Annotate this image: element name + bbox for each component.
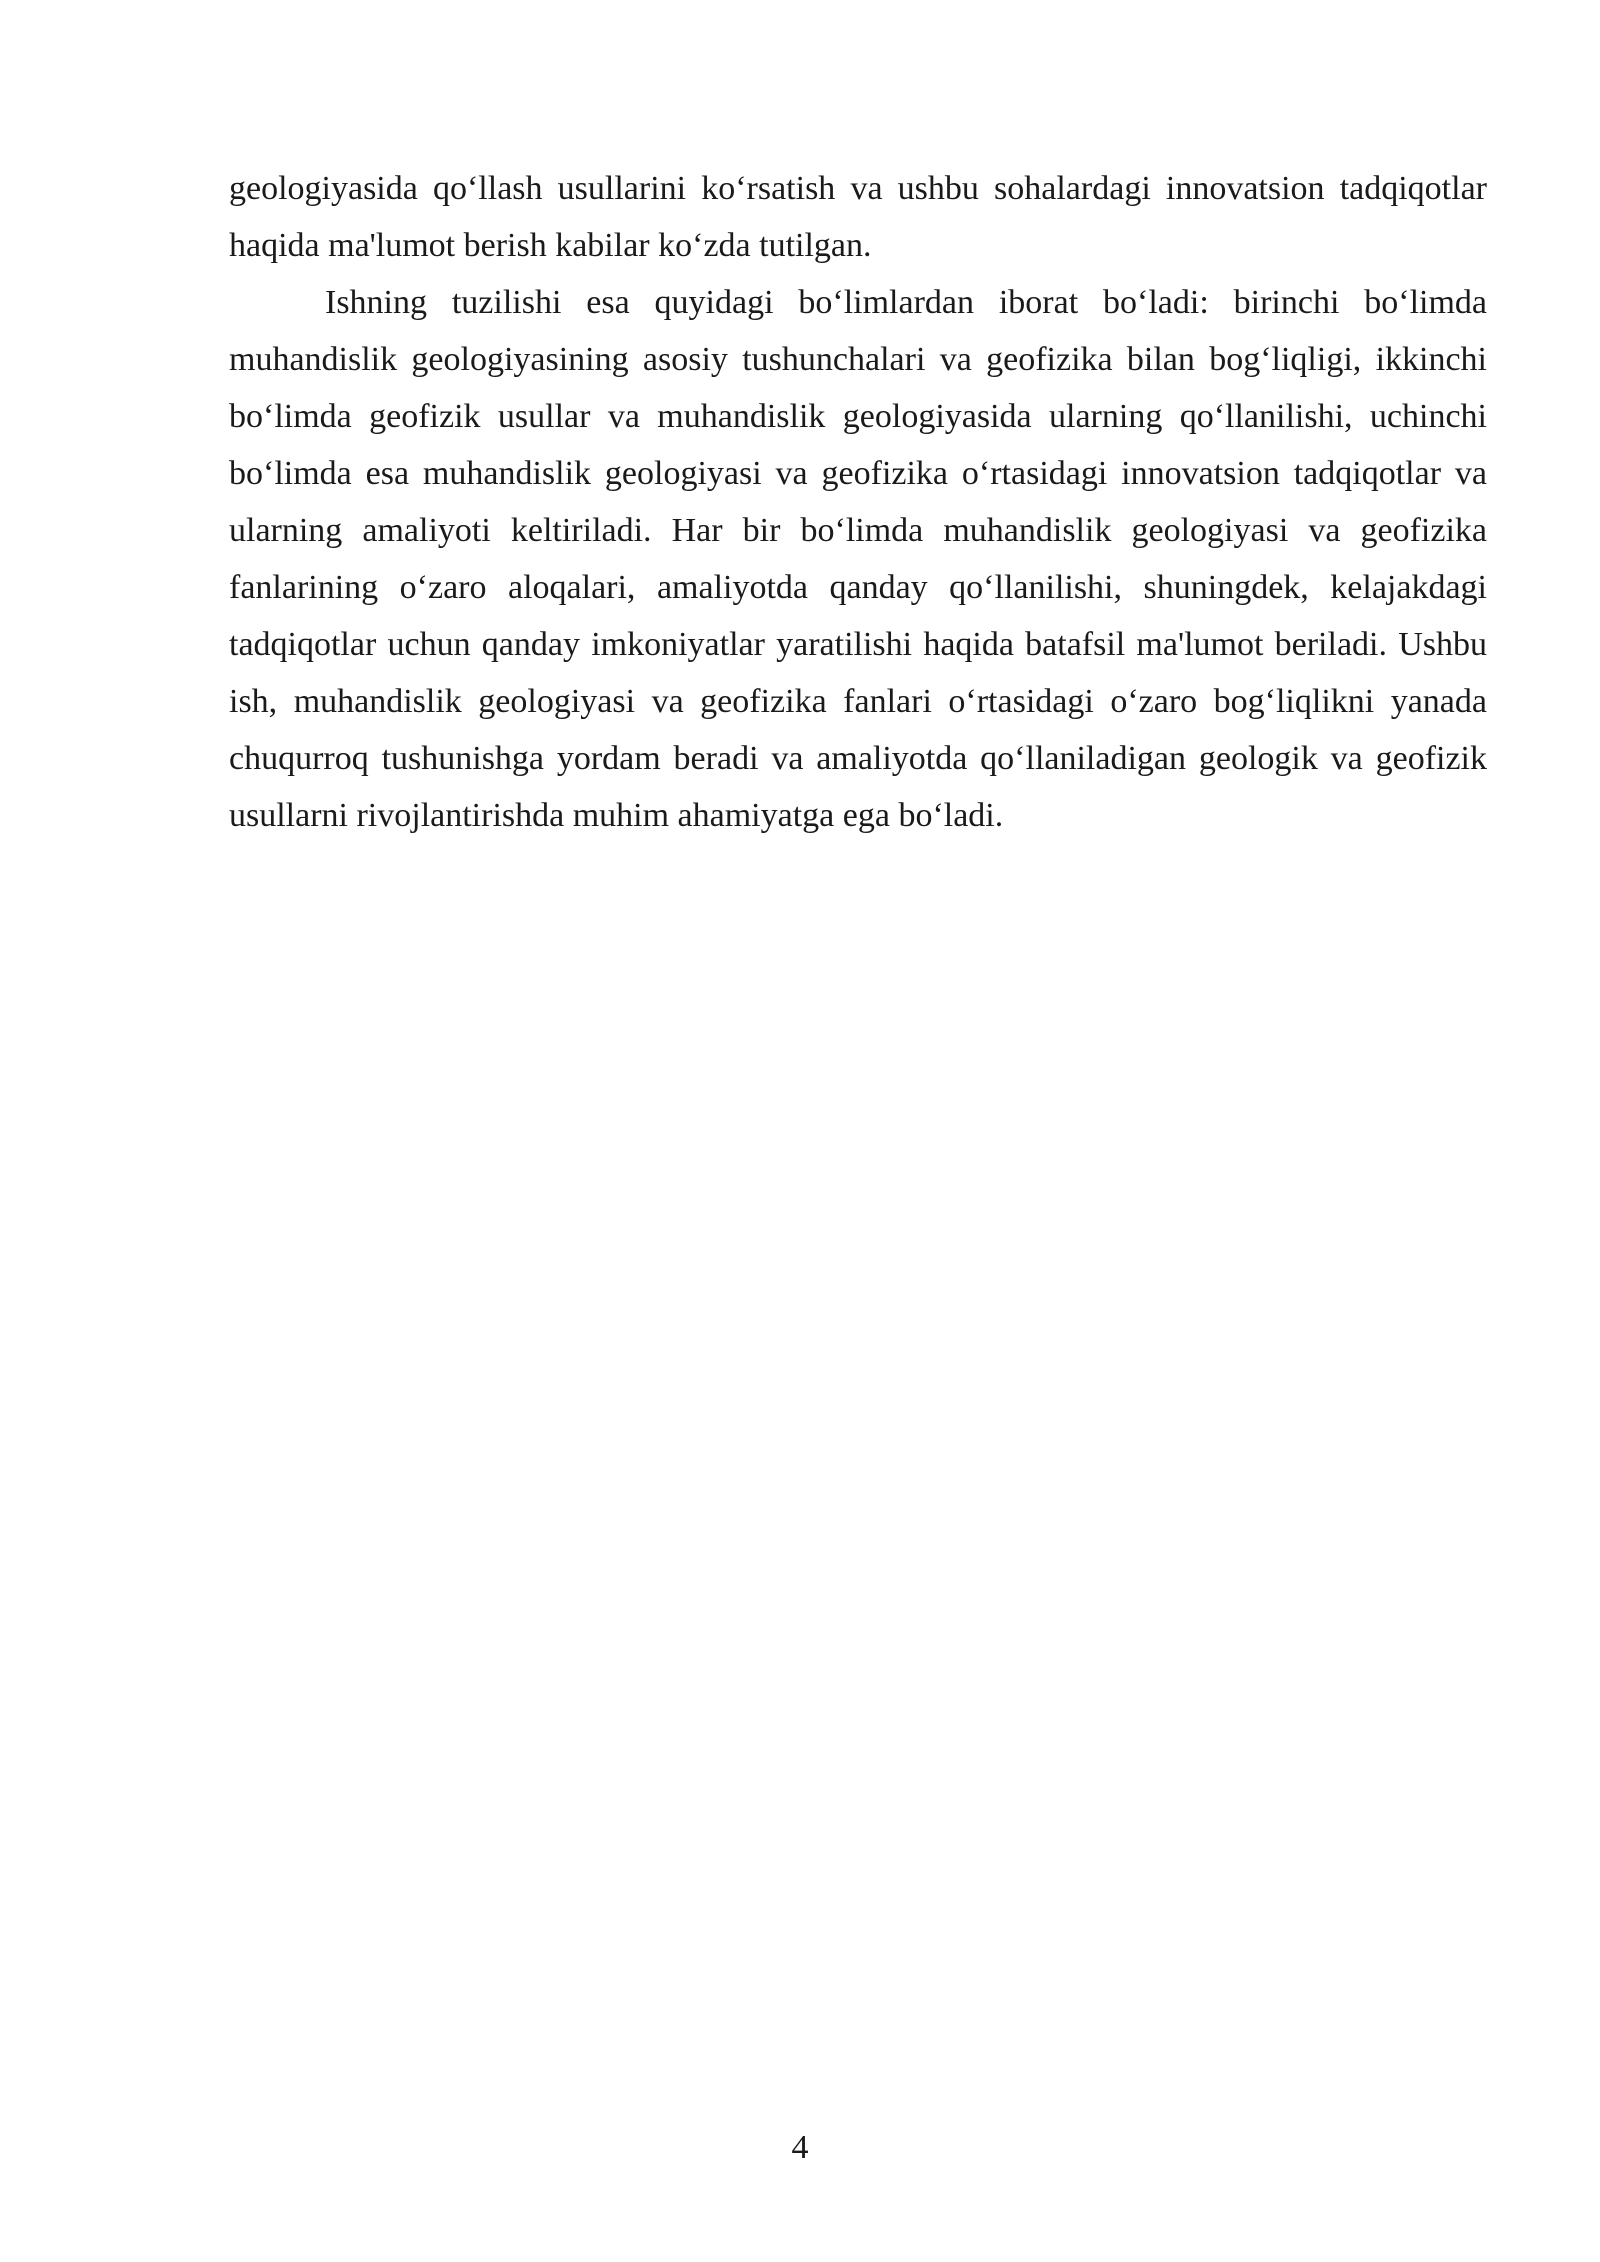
paragraph-continuation: geologiyasida qo‘llash usullarini ko‘rsatish va ushbu sohalardagi innovatsion tadqiqotlar haqida ma'lumot berish kabilar ko‘zda tutilgan. xyxy=(229,170,1487,264)
body-text xyxy=(229,160,1487,844)
page-number: 4 xyxy=(791,2129,809,2166)
paragraph-structure: Ishning tuzilishi esa quyidagi bo‘limlardan iborat bo‘ladi: birinchi bo‘limda muhandislik geologiyasining asosiy tushunchalari va geofizika bilan bog‘liqligi, ikkinchi bo‘limda geofizik usullar va muhandislik geologiyasida ularning qo‘llanilishi, uchinchi bo‘limda esa muhandislik geologiyasi va geofizika o‘rtasidagi innovatsion tadqiqotlar va ularning amaliyoti keltiriladi. Har bir bo‘limda muhandislik geologiyasi va geofizika fanlarining o‘zaro aloqalari, amaliyotda qanday qo‘llanilishi, shuningdek, kelajakdagi tadqiqotlar uchun qanday imkoniyatlar yaratilishi haqida batafsil ma'lumot beriladi. Ushbu ish, muhandislik geologiyasi va geofizika fanlari o‘rtasidagi o‘zaro bog‘liqlikni yanada chuqurroq tushunishga yordam beradi va amaliyotda qo‘llaniladigan geologik va geofizik usullarni rivojlantirishda muhim ahamiyatga ega bo‘ladi. xyxy=(229,284,1487,834)
